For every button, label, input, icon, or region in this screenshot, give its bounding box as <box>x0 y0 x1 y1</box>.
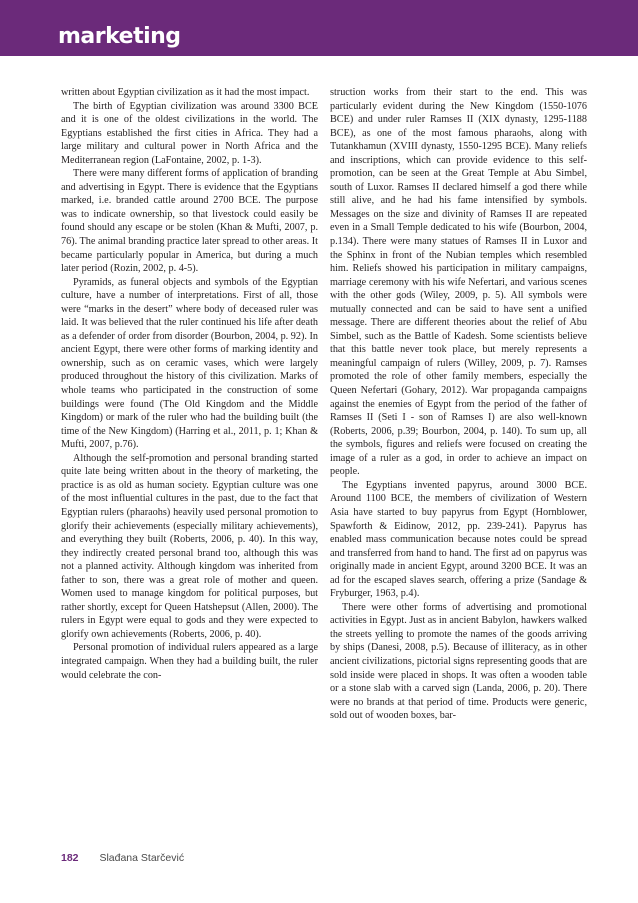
paragraph: struction works from their start to the end. This was particularly evident during the New Kingdom (1550-1076 BCE) and under ruler Ramses II (XIX dynasty, 1295-1188 BCE), as one of the most famous pharaohs, along with Tutankhamun (XVIII dynasty, 1550-1295 BCE). Many reliefs and inscriptions, which can provide evidence to this self-promotion, can be seen at the Great Temple at Abu Simbel, south of Luxor. Ramses II declared himself a god there while still alive, and he had his fame intensified by symbols. Messages on the size and divinity of Ramses II are repeated even in a Small Temple dedicated to his wife (Bourbon, 2004, p.134). There were many statues of Ramses II in Luxor and the Sphinx in front of the Nubian temples which resembled him. Reliefs showed his participation in military campaigns, marriage ceremony with his wife Nefertari, and various scenes with the other gods (Wiley, 2009, p. 5). All symbols were mutually connected and can be said to have sent a unified message. There are different theories about the relief of Abu Simbel, such as the Battle of Kadesh. Some scientists believe that this battle never took place, but merely represents a meaningful campaign of rulers (Willey, 2009, p. 7). Ramses promoted the role of other family members, especially the Queen Nefertari (Gohary, 2012). War propaganda campaigns against the enemies of Egypt from the period of the father of Ramses II (Seti I - son of Ramses I) are also well-known (Roberts, 2006, p.39; Bourbon, 2004, p. 140). To sum up, all the symbols, figures and reliefs were focused on creating the image of a ruler as a god, in order to achieve an impact on people. <box>330 87 587 478</box>
paragraph: The Egyptians invented papyrus, around 3000 BCE. Around 1100 BCE, the members of civilization of Western Asia have started to buy papyrus from Egypt (Hornblower, Spawforth & Eidinow, 2012, pp. 239-241). Papyrus has enabled mass communication because notes could be spread and transferred from hand to hand. The first ad on papyrus was originally made in ancient Egypt, around 3200 BCE. It was an ad for the escaped slaves search, offering a prize (Sandage & Fryburger, 1963, p.4). <box>330 479 587 600</box>
paragraph: Personal promotion of individual rulers appeared as a large integrated campaign. When they had a building built, the ruler would celebrate the con- <box>61 642 318 681</box>
paragraph: written about Egyptian civilization as it had the most impact. <box>61 87 310 98</box>
page-number: 182 <box>61 852 79 864</box>
paragraph: Although the self-promotion and personal branding started quite late being written about in the theory of marketing, the practice is as old as human society. Egyptian culture was one of the most influential cultures in the past, due to the fact that Egyptian rulers (pharaohs) heavily used personal promotion to glorify their achievements (especially military achievements), and everything they built (Roberts, 2006, p. 40). In this way, they indirectly created personal brand too, although this was not a planned activity. Although kingdom was inherited from father to son, there was a great role of mother and queen. Women used to manage kingdom for political purposes, but rather shortly, except for Queen Hatshepsut (Allen, 2000). The rulers in Egypt were equal to gods and they were expected to glorify own achievements (Roberts, 2006, p. 40). <box>61 452 318 640</box>
author-name: Slađana Starčević <box>99 852 185 864</box>
right-column <box>330 86 587 723</box>
section-title: marketing <box>58 24 181 49</box>
paragraph: There were other forms of advertising and promotional activities in Egypt. Just as in ancient Babylon, hawkers walked the streets yelling to promote the names of the goods arriving by ships (Danesi, 2008, p.5). Because of illiteracy, as in other ancient civilizations, pictorial signs representing goods that are sold inside were placed in shops. It was often a wooden table or a stone slab with a carved sign (Landa, 2006, p. 20). There were no brands at that period of time. Products were generic, sold out of wooden boxes, bar- <box>330 601 587 722</box>
header-banner <box>0 0 638 56</box>
page-footer <box>61 851 184 865</box>
left-column <box>61 86 318 682</box>
paragraph: There were many different forms of application of branding and advertising in Egypt. There is evidence that the Egyptians marked, i.e. branded cattle around 2700 BCE. The purpose was to indicate ownership, so that livestock could easily be found should any escape or be stolen (Khan & Mufti, 2007, p. 76). The animal branding practice later spread to other areas. It became particularly popular in America, but during a much later period (Rozin, 2002, p. 4-5). <box>61 168 318 275</box>
paragraph: The birth of Egyptian civilization was around 3300 BCE and it is one of the oldest civilizations in the world. The Egyptians established the first cities in Africa. They had a large military and cultural power in North Africa and the Mediterranean region (LaFontaine, 2002, p. 1-3). <box>61 100 318 166</box>
paragraph: Pyramids, as funeral objects and symbols of the Egyptian culture, have a number of interpretations. First of all, those were “marks in the desert” where body of deceased ruler was laid. It was believed that the ruler continued his life after death as a defender of order from disorder (Bourbon, 2004, p. 92). In ancient Egypt, there were other forms of marking identity and ownership, such as on ceramic vases, which were largely produced throughout the history of this civilization. Marks of whole teams who participated in the construction of some buildings were found (The Old Kingdom and the Middle Kingdom) or mark of the ruler who had the building built (the time of the New Kingdom) (Harring et al., 2011, p. 1; Khan & Mufti, 2007, p.76). <box>61 276 318 451</box>
